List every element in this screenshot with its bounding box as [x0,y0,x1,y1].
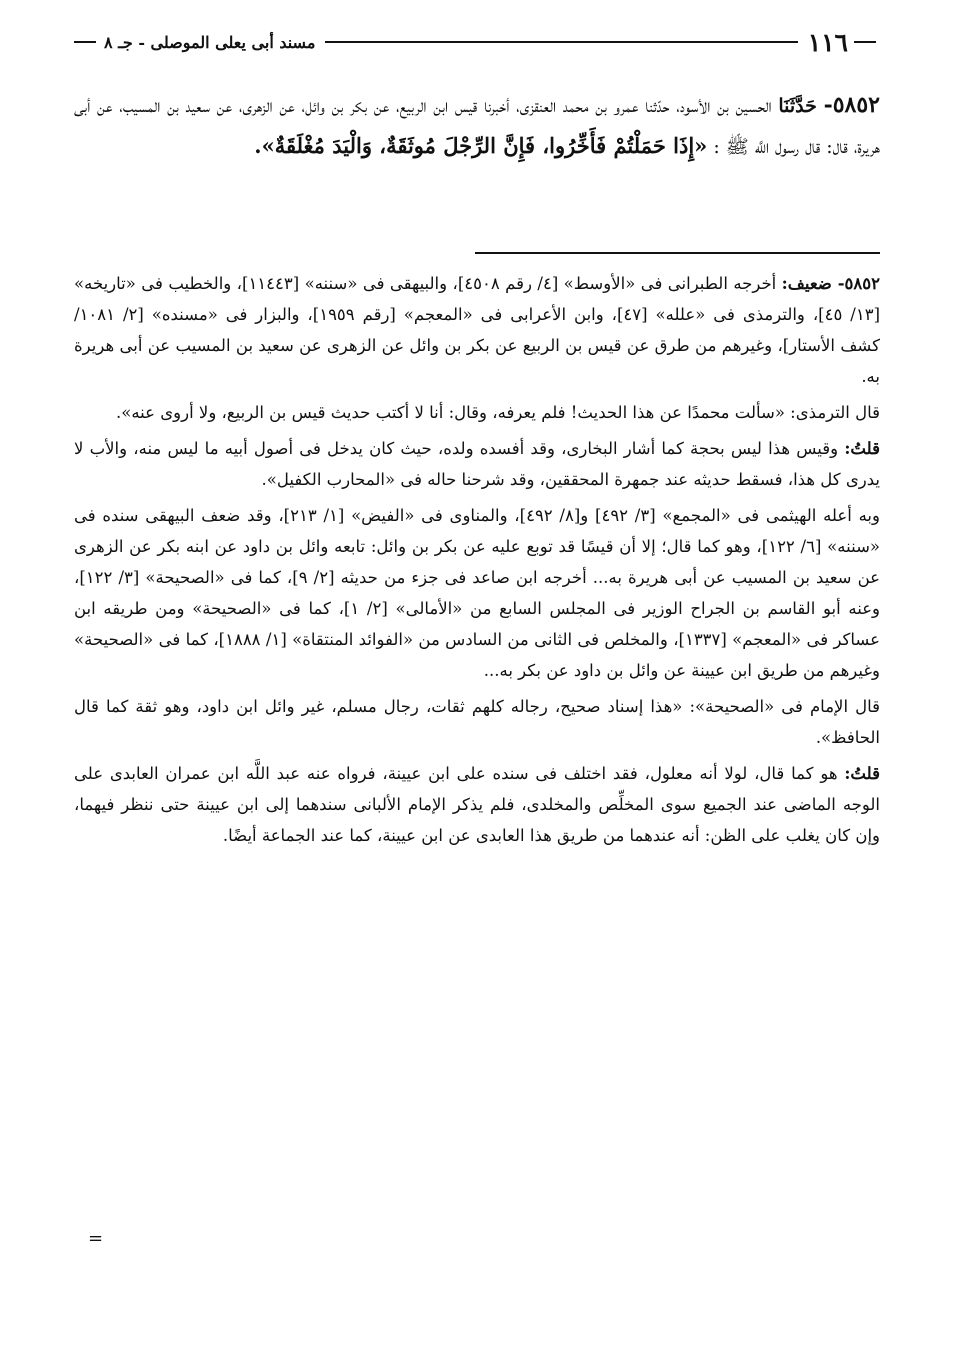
hadith-narration-word: حَدَّثَنَا [778,95,817,117]
footnote-paragraph [74,691,880,753]
footnote-separator [475,252,880,254]
footnote-paragraph [74,397,880,428]
hadith-quote: «إِذَا حَمَلْتُمْ فَأَخِّرُوا، فَإِنَّ الرِّجْلَ مُوثَقَةٌ، وَالْيَدَ مُغْلَقَةٌ». [254,133,708,158]
footnote-text: قال الإمام فى «الصحيحة»: «هذا إسناد صحيح، رجاله كلهم ثقات، رجال مسلم، غير وائل ابن داود، وهو ثقة كما قال الحافظ». [74,697,880,747]
footnote-qultu: قلتُ: [844,764,880,783]
footnote-text: وبه أعله الهيثمى فى «المجمع» [٣/ ٤٩٢] و[٨/ ٤٩٢]، والمناوى فى «الفيض» [١/ ٢١٣]، وقد ضعف البيهقى سنده فى «سننه» [٦/ ١٢٢]، وهو كما قال؛ إلا أن قيسًا قد توبع عليه عن بكر بن وائل: تابعه وائل بن داود عن ابنه بكر عن الزهرى عن سعيد بن المسيب عن أبى هريرة به... أخرجه ابن صاعد فى جزء من حديثه [٢/ ٩]، كما فى «الصحيحة» [٣/ ١٢٢]، وعنه أبو القاسم بن الجراح الوزير فى المجلس السابع من «الأمالى» [٢/ ١]، كما فى «الصحيحة» ومن طريقه ابن عساكر فى «المعجم» [١٣٣٧]، والمخلص فى الثانى من السادس من «الفوائد المنتقاة» [١/ ١٨٨٨]، كما فى «الصحيحة» وغيرهم من طريق ابن عيينة عن وائل بن داود عن بكر به... [74,506,881,680]
hadith-text [74,86,880,167]
page-number: ١١٦ [807,27,848,57]
hadith-number: ٥٨٥٢- [823,92,880,118]
header-rule [325,41,797,43]
footnote-grade: ٥٨٥٢- ضعيف: [781,274,880,293]
footnote-paragraph [74,268,880,392]
hadith-chain: الحسين بن الأسود، حدّثنا عمرو بن محمد العنقزى، أخبرنا قيس ابن الربيع، عن بكر بن وائل، عن الزهرى، عن سعيد بن المسيب، عن أبى هريرة، قال: قال رسول اللَّه ﷺ : [74,95,880,158]
footnote-paragraph [74,433,880,495]
footnote-text: هو كما قال، لولا أنه معلول، فقد اختلف فى سنده على ابن عيينة، فرواه عنه عبد اللَّه ابن عمران العابدى على الوجه الماضى عند الجميع سوى المخلِّص والمخلدى، فلم يذكر الإمام الألبانى سندهما إلى ابن عيينة حتى ننظر فيهما، وإن كان يغلب على الظن: أنه عندهما من طريق هذا العابدى عن ابن عيينة، كما عند الجماعة أيضًا. [74,764,880,845]
footnote-qultu: قلتُ: [844,439,880,458]
footnote-paragraph [74,500,880,686]
footnotes [74,268,880,856]
header-dash-end [74,41,96,43]
header-dash [854,41,876,43]
footnote-text: أخرجه الطبرانى فى «الأوسط» [٤/ رقم ٤٥٠٨]، والبيهقى فى «سننه» [١١٤٤٣]، والخطيب فى «تاريخه» [١٣/ ٤٥]، والترمذى فى «علله» [٤٧]، وابن الأعرابى فى «المعجم» [رقم ١٩٥٩]، والبزار فى «مسنده» [٢/ ١٠٨١/ كشف الأستار]، وغيرهم من طرق عن قيس بن الربيع عن بكر بن وائل عن الزهرى عن سعيد بن المسيب عن أبى هريرة به. [74,274,881,386]
running-header [74,24,882,60]
continuation-mark: = [88,1228,104,1249]
footnote-text: وقيس هذا ليس بحجة كما أشار البخارى، وقد أفسده ولده، حيث كان يدخل فى أصول أبيه ما ليس منه، والأب لا يدرى كل هذا، فسقط حديثه عند جمهرة المحققين، وقد شرحنا حاله فى «المحارب الكفيل». [74,439,880,489]
footnote-paragraph [74,758,880,851]
footnote-text: قال الترمذى: «سألت محمدًا عن هذا الحديث! فلم يعرفه، وقال: أنا لا أكتب حديث قيس بن الربيع، ولا أروى عنه». [115,403,880,422]
book-title: مسند أبى يعلى الموصلى - جـ ٨ [104,32,316,52]
